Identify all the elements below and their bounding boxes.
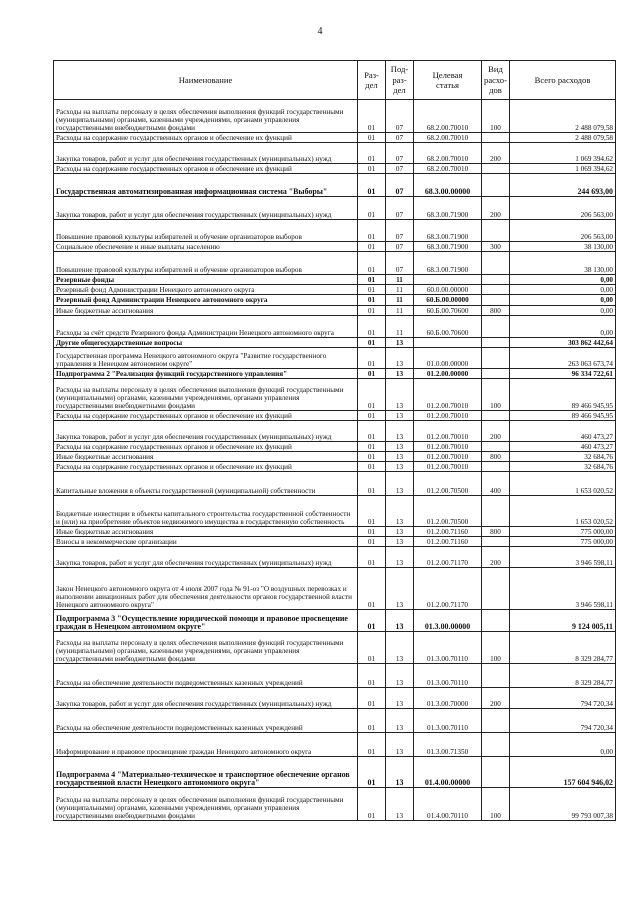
row-article-cell: 01.2.00.70010 [414,452,482,462]
row-subsection-cell: 13 [386,788,414,821]
row-name-cell: Иные бюджетные ассигнования [54,527,358,537]
row-article-cell: 01.3.00.70000 [414,688,482,709]
table-row [54,688,616,709]
row-subsection-cell: 13 [386,337,414,347]
row-kind-cell: 800 [482,527,510,537]
row-section-cell: 01 [358,252,386,275]
table-row [54,378,616,410]
row-article-cell: 01.2.00.70010 [414,410,482,420]
table-row [54,315,616,337]
header-section: Раз- дел [358,61,386,100]
row-kind-cell: 200 [482,547,510,568]
row-subsection-cell: 13 [386,462,414,472]
row-total-cell: 38 130,00 [510,252,616,275]
row-subsection-cell: 13 [386,757,414,788]
row-kind-cell [482,462,510,472]
row-article-cell: 68.3.00.71900 [414,197,482,220]
row-section-cell: 01 [358,133,386,143]
row-article-cell: 68.3.00.71900 [414,252,482,275]
row-name-cell: Расходы на выплаты персоналу в целях обеспечения выполнения функций государственными (муниципальными) органами, казенными учреждениями, органами управления государственными внебюджетными фондами [54,788,358,821]
row-total-cell: 794 720,34 [510,688,616,709]
row-total-cell: 89 466 945,95 [510,410,616,420]
row-total-cell: 96 334 722,61 [510,368,616,378]
row-article-cell: 01.2.00.70010 [414,462,482,472]
row-kind-cell [482,174,510,197]
row-name-cell: Резервные фонды [54,275,358,285]
row-section-cell: 01 [358,610,386,632]
row-kind-cell: 100 [482,100,510,133]
row-name-cell: Повышение правовой культуры избирателей и обучение организаторов выборов [54,220,358,242]
row-name-cell: Расходы на содержание государственных органов и обеспечение их функций [54,441,358,451]
row-subsection-cell: 13 [386,368,414,378]
row-subsection-cell: 13 [386,496,414,527]
row-kind-cell: 100 [482,632,510,664]
row-total-cell: 775 000,00 [510,537,616,547]
row-name-cell: Подпрограмма 3 "Осуществление юридической помощи и правовое просвещение граждан в Ненецком автономном округе" [54,610,358,632]
row-name-cell: Взносы в некоммерческие организации [54,537,358,547]
row-subsection-cell: 13 [386,420,414,441]
row-total-cell: 3 946 598,11 [510,568,616,610]
row-article-cell: 01.2.00.70010 [414,420,482,441]
row-article-cell: 01.2.00.71160 [414,537,482,547]
row-article-cell: 68.2.00.70010 [414,143,482,164]
row-kind-cell [482,410,510,420]
row-section-cell: 01 [358,420,386,441]
row-article-cell: 01.2.00.70500 [414,496,482,527]
row-total-cell: 0,00 [510,295,616,305]
row-total-cell: 8 329 284,77 [510,632,616,664]
row-kind-cell [482,709,510,733]
row-kind-cell: 800 [482,452,510,462]
row-kind-cell: 200 [482,143,510,164]
row-section-cell: 01 [358,547,386,568]
header-expense-kind: Вид расхо- дов [482,61,510,100]
row-section-cell: 01 [358,220,386,242]
row-subsection-cell: 07 [386,164,414,174]
row-name-cell: Государственная автоматизированная информационная система "Выборы" [54,174,358,197]
table-row [54,547,616,568]
row-article-cell [414,275,482,285]
row-kind-cell [482,537,510,547]
row-article-cell: 01.2.00.70010 [414,441,482,451]
table-row [54,452,616,462]
row-section-cell: 01 [358,688,386,709]
header-name: Наименование [54,61,358,100]
row-name-cell: Повышение правовой культуры избирателей и обучение организаторов выборов [54,252,358,275]
row-total-cell: 38 130,00 [510,242,616,252]
row-section-cell: 01 [358,242,386,252]
row-name-cell: Бюджетные инвестиции в объекты капитального строительства государственной собственности и (или) на приобретение объектов недвижимого имущества в государственную собственность [54,496,358,527]
row-total-cell: 0,00 [510,733,616,757]
row-subsection-cell: 13 [386,547,414,568]
row-section-cell: 01 [358,143,386,164]
row-total-cell: 0,00 [510,315,616,337]
row-section-cell: 01 [358,197,386,220]
table-row [54,420,616,441]
row-kind-cell [482,252,510,275]
row-article-cell: 68.3.00.00000 [414,174,482,197]
row-section-cell: 01 [358,337,386,347]
row-subsection-cell: 13 [386,410,414,420]
row-kind-cell [482,347,510,368]
row-subsection-cell: 11 [386,285,414,295]
row-total-cell: 206 563,00 [510,220,616,242]
row-subsection-cell: 07 [386,100,414,133]
row-kind-cell [482,337,510,347]
row-article-cell: 01.3.00.71350 [414,733,482,757]
row-article-cell: 68.3.00.71900 [414,242,482,252]
row-name-cell: Расходы за счёт средств Резервного фонда Администрации Ненецкого автономного округа [54,315,358,337]
row-name-cell: Подпрограмма 4 "Материально-техническое и транспортное обеспечение органов государственной власти Ненецкого автономного округа" [54,757,358,788]
table-row [54,368,616,378]
row-kind-cell: 200 [482,420,510,441]
table-row [54,472,616,496]
row-total-cell: 89 466 945,95 [510,378,616,410]
table-row [54,295,616,305]
row-section-cell: 01 [358,527,386,537]
row-section-cell: 01 [358,496,386,527]
row-kind-cell [482,757,510,788]
table-row [54,285,616,295]
row-kind-cell: 200 [482,197,510,220]
row-name-cell: Резервный фонд Администрации Ненецкого автономного округа [54,285,358,295]
table-row [54,143,616,164]
row-name-cell: Расходы на выплаты персоналу в целях обеспечения выполнения функций государственными (муниципальными) органами, казенными учреждениями, органами управления государственными внебюджетными фондами [54,100,358,133]
row-section-cell: 01 [358,472,386,496]
table-row [54,632,616,664]
row-name-cell: Капитальные вложения в объекты государственной (муниципальной) собственности [54,472,358,496]
header-subsection: Под- раз- дел [386,61,414,100]
row-subsection-cell: 13 [386,347,414,368]
table-row [54,164,616,174]
row-name-cell: Резервный фонд Администрации Ненецкого автономного округа [54,295,358,305]
row-section-cell: 01 [358,568,386,610]
row-total-cell: 1 069 394,62 [510,164,616,174]
row-article-cell: 01.2.00.70500 [414,472,482,496]
row-total-cell: 206 563,00 [510,197,616,220]
row-article-cell: 01.0.00.00000 [414,347,482,368]
row-total-cell: 0,00 [510,275,616,285]
row-section-cell: 01 [358,275,386,285]
row-total-cell: 9 124 005,11 [510,610,616,632]
row-total-cell: 99 793 007,38 [510,788,616,821]
row-kind-cell [482,368,510,378]
row-kind-cell [482,295,510,305]
row-subsection-cell: 13 [386,688,414,709]
row-section-cell: 01 [358,378,386,410]
row-name-cell: Расходы на содержание государственных органов и обеспечение их функций [54,410,358,420]
row-section-cell: 01 [358,632,386,664]
row-subsection-cell: 13 [386,472,414,496]
row-article-cell: 60.Б.00.70600 [414,305,482,315]
row-section-cell: 01 [358,305,386,315]
table-row [54,664,616,688]
row-section-cell: 01 [358,295,386,305]
table-row [54,733,616,757]
row-total-cell: 32 684,76 [510,462,616,472]
table-row [54,537,616,547]
row-section-cell: 01 [358,368,386,378]
row-subsection-cell: 13 [386,568,414,610]
row-article-cell: 60.Б.00.70600 [414,315,482,337]
row-total-cell: 0,00 [510,285,616,295]
row-total-cell: 157 604 946,02 [510,757,616,788]
row-subsection-cell: 13 [386,709,414,733]
row-section-cell: 01 [358,347,386,368]
row-subsection-cell: 11 [386,315,414,337]
row-article-cell: 01.2.00.71170 [414,568,482,610]
row-name-cell: Расходы на обеспечение деятельности подведомственных казенных учреждений [54,664,358,688]
row-article-cell: 01.3.00.70110 [414,664,482,688]
row-total-cell: 0,00 [510,305,616,315]
table-row [54,242,616,252]
table-row [54,347,616,368]
row-name-cell: Закон Ненецкого автономного округа от 4 июля 2007 года № 91-оз "О воздушных перевозках и выполнении авиационных работ для обеспечения деятельности органов государственной власти Ненецкого автономного округа" [54,568,358,610]
row-kind-cell: 100 [482,378,510,410]
row-article-cell: 01.4.00.00000 [414,757,482,788]
row-article-cell: 68.2.00.70010 [414,100,482,133]
row-total-cell: 794 720,34 [510,709,616,733]
row-name-cell: Закупка товаров, работ и услуг для обеспечения государственных (муниципальных) нужд [54,420,358,441]
row-kind-cell [482,610,510,632]
row-total-cell: 244 693,00 [510,174,616,197]
row-name-cell: Расходы на содержание государственных органов и обеспечение их функций [54,462,358,472]
row-name-cell: Расходы на выплаты персоналу в целях обеспечения выполнения функций государственными (муниципальными) органами, казенными учреждениями, органами управления государственными внебюджетными фондами [54,378,358,410]
table-row [54,568,616,610]
row-total-cell: 775 000,00 [510,527,616,537]
row-article-cell: 01.4.00.70110 [414,788,482,821]
row-kind-cell [482,285,510,295]
row-total-cell: 303 862 442,64 [510,337,616,347]
row-total-cell: 263 063 673,74 [510,347,616,368]
row-section-cell: 01 [358,285,386,295]
row-name-cell: Информирование и правовое просвещение граждан Ненецкого автономного округа [54,733,358,757]
row-name-cell: Закупка товаров, работ и услуг для обеспечения государственных (муниципальных) нужд [54,197,358,220]
row-name-cell: Другие общегосударственные вопросы [54,337,358,347]
row-subsection-cell: 07 [386,133,414,143]
row-name-cell: Закупка товаров, работ и услуг для обеспечения государственных (муниципальных) нужд [54,547,358,568]
row-subsection-cell: 07 [386,143,414,164]
row-kind-cell: 400 [482,472,510,496]
row-subsection-cell: 07 [386,197,414,220]
row-section-cell: 01 [358,757,386,788]
table-row [54,275,616,285]
row-kind-cell: 800 [482,305,510,315]
row-article-cell [414,337,482,347]
page-number: 4 [317,26,323,37]
row-subsection-cell: 11 [386,295,414,305]
row-article-cell: 01.3.00.70110 [414,632,482,664]
row-name-cell: Социальное обеспечение и иные выплаты населению [54,242,358,252]
row-article-cell: 01.2.00.70010 [414,378,482,410]
row-total-cell: 460 473,27 [510,441,616,451]
row-subsection-cell: 07 [386,174,414,197]
row-article-cell: 68.3.00.71900 [414,220,482,242]
table-row [54,252,616,275]
row-subsection-cell: 13 [386,452,414,462]
row-name-cell: Закупка товаров, работ и услуг для обеспечения государственных (муниципальных) нужд [54,143,358,164]
row-total-cell: 2 488 079,58 [510,133,616,143]
row-section-cell: 01 [358,100,386,133]
table-row [54,197,616,220]
row-subsection-cell: 11 [386,305,414,315]
row-section-cell: 01 [358,315,386,337]
table-row [54,133,616,143]
row-kind-cell [482,315,510,337]
row-article-cell: 01.3.00.70110 [414,709,482,733]
table-body [54,100,616,821]
row-article-cell: 01.3.00.00000 [414,610,482,632]
row-article-cell: 60.0.00.00000 [414,285,482,295]
row-subsection-cell: 13 [386,664,414,688]
row-total-cell: 3 946 598,11 [510,547,616,568]
row-kind-cell [482,733,510,757]
row-article-cell: 01.2.00.00000 [414,368,482,378]
row-section-cell: 01 [358,164,386,174]
row-subsection-cell: 07 [386,220,414,242]
row-subsection-cell: 07 [386,252,414,275]
row-subsection-cell: 07 [386,242,414,252]
row-total-cell: 2 488 079,58 [510,100,616,133]
row-section-cell: 01 [358,709,386,733]
row-section-cell: 01 [358,788,386,821]
row-total-cell: 32 684,76 [510,452,616,462]
row-article-cell: 01.2.00.71170 [414,547,482,568]
row-name-cell: Иные бюджетные ассигнования [54,305,358,315]
table-row [54,527,616,537]
expenditure-table [53,60,616,821]
table-row [54,709,616,733]
row-kind-cell: 300 [482,242,510,252]
table-row [54,757,616,788]
row-kind-cell [482,164,510,174]
row-name-cell: Подпрограмма 2 "Реализация функций государственного управления" [54,368,358,378]
row-subsection-cell: 13 [386,610,414,632]
row-kind-cell [482,220,510,242]
row-article-cell: 68.2.00.70010 [414,133,482,143]
row-article-cell: 68.2.00.70010 [414,164,482,174]
table-row [54,441,616,451]
row-section-cell: 01 [358,452,386,462]
row-subsection-cell: 13 [386,632,414,664]
row-kind-cell [482,441,510,451]
table-row [54,174,616,197]
table-row [54,788,616,821]
row-name-cell: Расходы на обеспечение деятельности подведомственных казенных учреждений [54,709,358,733]
table-row [54,305,616,315]
row-kind-cell [482,664,510,688]
row-subsection-cell: 11 [386,275,414,285]
row-name-cell: Расходы на содержание государственных органов и обеспечение их функций [54,133,358,143]
row-section-cell: 01 [358,733,386,757]
row-subsection-cell: 13 [386,378,414,410]
table-row [54,496,616,527]
table-row [54,610,616,632]
row-kind-cell [482,275,510,285]
row-section-cell: 01 [358,664,386,688]
row-subsection-cell: 13 [386,537,414,547]
header-target-article: Целевая статья [414,61,482,100]
row-name-cell: Иные бюджетные ассигнования [54,452,358,462]
row-kind-cell [482,133,510,143]
row-section-cell: 01 [358,462,386,472]
row-total-cell: 1 069 394,62 [510,143,616,164]
table-row [54,337,616,347]
row-name-cell: Государственная программа Ненецкого автономного округа "Развитие государственного управления в Ненецком автономном округе" [54,347,358,368]
row-section-cell: 01 [358,537,386,547]
row-kind-cell: 100 [482,788,510,821]
table-row [54,410,616,420]
row-article-cell: 01.2.00.71160 [414,527,482,537]
row-total-cell: 1 653 020,52 [510,472,616,496]
row-total-cell: 460 473,27 [510,420,616,441]
header-total: Всего расходов [510,61,616,100]
row-subsection-cell: 13 [386,527,414,537]
row-kind-cell [482,496,510,527]
row-section-cell: 01 [358,441,386,451]
row-kind-cell [482,568,510,610]
table-row [54,462,616,472]
row-name-cell: Расходы на выплаты персоналу в целях обеспечения выполнения функций государственными (муниципальными) органами, казенными учреждениями, органами управления государственными внебюджетными фондами [54,632,358,664]
row-article-cell: 60.Б.00.00000 [414,295,482,305]
row-name-cell: Закупка товаров, работ и услуг для обеспечения государственных (муниципальных) нужд [54,688,358,709]
row-total-cell: 1 653 020,52 [510,496,616,527]
row-subsection-cell: 13 [386,733,414,757]
row-kind-cell: 200 [482,688,510,709]
row-section-cell: 01 [358,410,386,420]
table-row [54,100,616,133]
row-subsection-cell: 13 [386,441,414,451]
row-total-cell: 8 329 284,77 [510,664,616,688]
row-name-cell: Расходы на содержание государственных органов и обеспечение их функций [54,164,358,174]
row-section-cell: 01 [358,174,386,197]
table-header-row [54,61,616,100]
table-row [54,220,616,242]
